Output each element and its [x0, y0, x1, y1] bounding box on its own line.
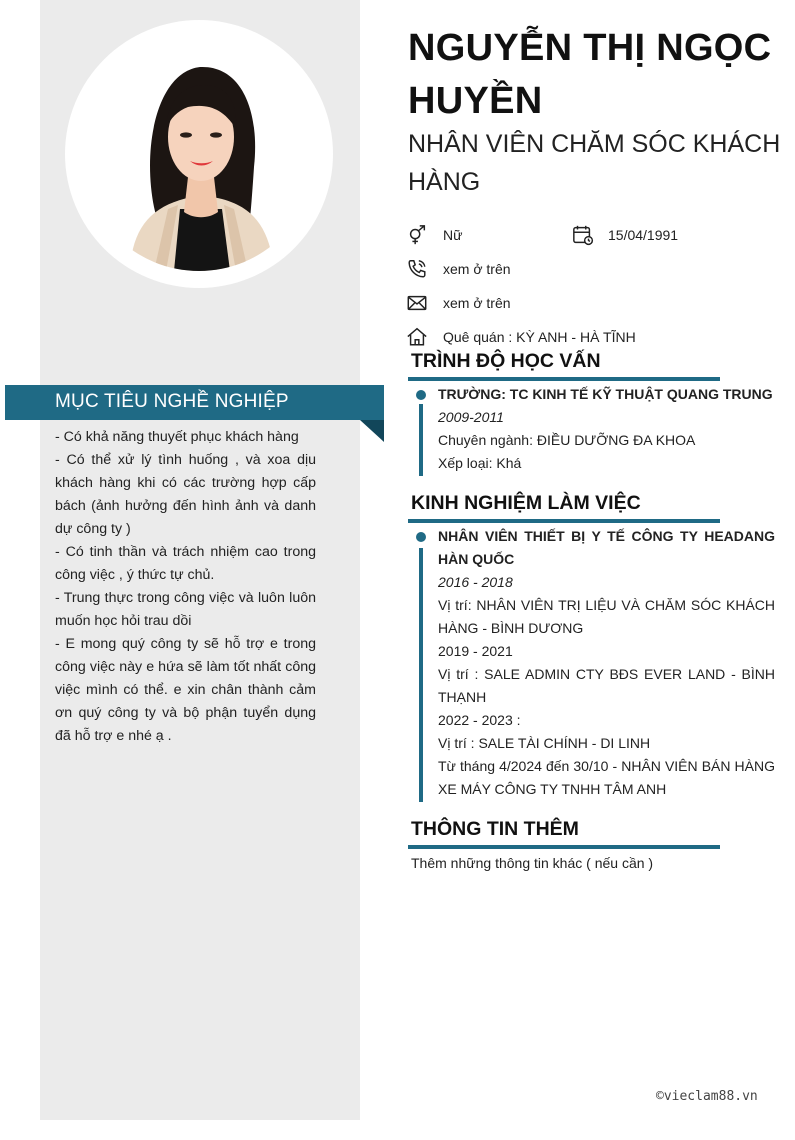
experience-title: KINH NGHIỆM LÀM VIỆC — [411, 492, 641, 514]
phone-icon — [406, 258, 428, 280]
experience-line: 2019 - 2021 — [438, 643, 513, 659]
birthday-value: 15/04/1991 — [608, 227, 679, 243]
section-divider — [408, 377, 720, 381]
envelope-icon — [406, 292, 428, 314]
objective-text — [55, 426, 316, 748]
objective-line: - Có thể xử lý tình huống , và xoa dịu khách hàng khi có các trường hợp cấp bách (ảnh hưởng đến hình ảnh và danh dự công ty ) — [55, 452, 316, 537]
timeline-bar — [419, 548, 423, 802]
education-period: 2009-2011 — [438, 409, 504, 425]
section-divider — [408, 519, 720, 523]
home-icon — [406, 326, 428, 348]
email-row — [406, 292, 606, 314]
candidate-name: NGUYỄN THỊ NGỌC HUYỀN — [408, 27, 772, 122]
ribbon-fold — [360, 420, 384, 442]
gender-row — [406, 224, 566, 246]
experience-period: 2016 - 2018 — [438, 574, 513, 590]
education-entry — [438, 383, 775, 475]
hometown-value: Quê quán : KỲ ANH - HÀ TĨNH — [443, 329, 636, 345]
phone-row — [406, 258, 606, 280]
calendar-icon — [572, 224, 594, 246]
education-title: TRÌNH ĐỘ HỌC VẤN — [411, 350, 601, 372]
experience-line: Từ tháng 4/2024 đến 30/10 - NHÂN VIÊN BÁN HÀNG XE MÁY CÔNG TY TNHH TÂM ANH — [438, 758, 775, 797]
gender-icon — [406, 224, 428, 246]
phone-value: xem ở trên — [443, 261, 511, 277]
more-info-title: THÔNG TIN THÊM — [411, 818, 579, 840]
avatar — [82, 37, 316, 271]
school-name: TRƯỜNG: TC KINH TẾ KỸ THUẬT QUANG TRUNG — [438, 386, 773, 402]
objective-line: - Có khả năng thuyết phục khách hàng — [55, 429, 299, 445]
watermark: ©vieclam88.vn — [656, 1089, 758, 1104]
experience-entry — [438, 525, 775, 801]
timeline-dot — [416, 532, 426, 542]
experience-line: Vị trí : SALE TÀI CHÍNH - DI LINH — [438, 735, 651, 751]
experience-line: Vị trí : SALE ADMIN CTY BĐS EVER LAND - BÌNH THẠNH — [438, 666, 775, 705]
job-title: NHÂN VIÊN CHĂM SÓC KHÁCH HÀNG — [408, 130, 781, 196]
education-rank: Xếp loại: Khá — [438, 455, 522, 471]
timeline-dot — [416, 390, 426, 400]
section-divider — [408, 845, 720, 849]
portrait-image — [82, 37, 316, 271]
birthday-row — [572, 224, 722, 246]
objective-line: - E mong quý công ty sẽ hỗ trợ e trong công việc này e hứa sẽ làm tốt nhất công việc mình có thể. e xin chân thành cảm ơn quý công ty và bộ phận tuyển dụng đã hỗ trợ e nhé ạ . — [55, 636, 316, 744]
objective-line: - Trung thực trong công việc và luôn luôn muốn học hỏi trau dồi — [55, 590, 316, 629]
objective-line: - Có tinh thần và trách nhiệm cao trong công việc , ý thức tự chủ. — [55, 544, 316, 583]
objective-heading-banner — [5, 385, 384, 420]
email-value: xem ở trên — [443, 295, 511, 311]
experience-line: 2022 - 2023 : — [438, 712, 521, 728]
hometown-row — [406, 326, 726, 348]
experience-line: Vị trí: NHÂN VIÊN TRỊ LIỆU VÀ CHĂM SÓC KHÁCH HÀNG - BÌNH DƯƠNG — [438, 597, 775, 636]
timeline-bar — [419, 404, 423, 476]
gender-value: Nữ — [443, 227, 463, 243]
education-major: Chuyên ngành: ĐIỀU DƯỠNG ĐA KHOA — [438, 432, 696, 448]
objective-title: MỤC TIÊU NGHỀ NGHIỆP — [55, 391, 289, 412]
company-name: NHÂN VIÊN THIẾT BỊ Y TẾ CÔNG TY HEADANG HÀN QUỐC — [438, 528, 775, 567]
more-info-text: Thêm những thông tin khác ( nếu cần ) — [411, 855, 654, 871]
